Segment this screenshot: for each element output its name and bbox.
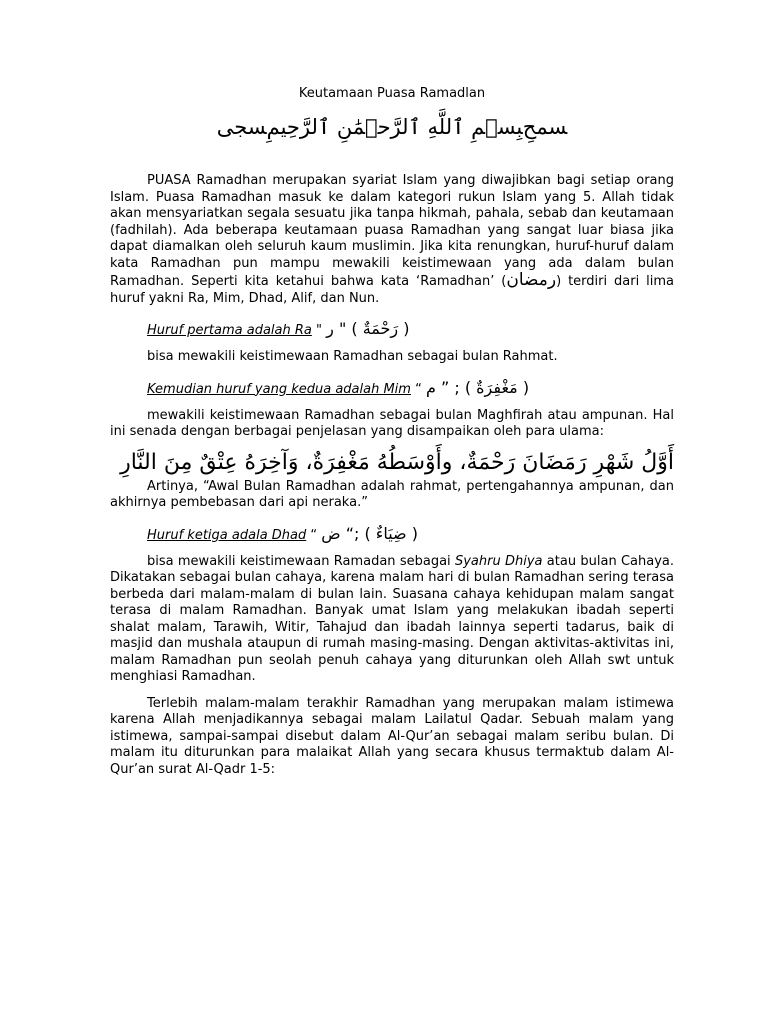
hadith-translation: Artinya, “Awal Bulan Ramadhan adalah rahmat, pertengahannya ampunan, dan akhirnya pembebasan dari api neraka.” xyxy=(110,478,674,510)
heading-dhad-arabic: ( ضِيَاءٌ ) ;“ ض xyxy=(321,523,418,543)
heading-mim-quote: “ xyxy=(410,381,426,397)
document-page xyxy=(110,86,674,778)
heading-mim xyxy=(147,376,674,400)
intro-text-before: PUASA Ramadhan merupakan syariat Islam yang diwajibkan bagi setiap orang Islam. Puasa Ramadhan masuk ke dalam kategori rukun Islam yang 5. Allah tidak akan mensyariatkan segala sesuatu jika tanpa hikmah, pahala, sebab dan keutamaan (fadhilah). Ada beberapa keutamaan puasa Ramadhan yang sangat luar biasa jika dapat diamalkan oleh seluruh kaum muslimin. Jika kita renungkan, huruf-huruf dalam kata Ramadhan pun mampu mewakili keistimewaan yang ada dalam bulan Ramadhan. Seperti kita ketahui bahwa kata ‘Ramadhan’ ( xyxy=(110,173,674,289)
heading-ra-arabic: ( رَحْمَةٌ ) " ر xyxy=(326,319,410,338)
heading-ra-label: Huruf pertama adalah Ra xyxy=(147,323,312,338)
heading-mim-label: Kemudian huruf yang kedua adalah Mim xyxy=(147,381,411,397)
heading-mim-arabic: ( مَغْفِرَةٌ ) ; ” م xyxy=(425,377,530,397)
basmalah-text: ﺴﻤﺢِﺒِﺴۡﻢِ ٱللَّهِ ٱلرَّحۡمَٰنِ ٱلرَّحِيمِﺴﺠﻰ xyxy=(216,115,568,139)
dhad-text-before: bisa mewakili keistimewaan Ramadan sebagai xyxy=(147,553,455,569)
heading-dhad-quote: “ xyxy=(306,527,322,543)
dhad-paragraph xyxy=(110,554,674,686)
heading-ra-quote: " xyxy=(311,323,327,338)
dhad-text-after: atau bulan Cahaya. Dikatakan sebagai bulan cahaya, karena malam hari di bulan Ramadhan sering terasa berbeda dari malam-malam di bulan lain. Suasana cahaya kehidupan malam sangat terasa di malam Ramadhan. Banyak umat Islam yang melakukan ibadah seperti shalat malam, Tarawih, Witir, Tahajud dan ibadah lainnya seperti tadarus, baik di masjid dan mushala ataupun di rumah masing-masing. Dengan aktivitas-aktivitas ini, malam Ramadhan pun seolah penuh cahaya yang diturunkan oleh Allah swt untuk menghiasi Ramadhan. xyxy=(110,553,675,684)
heading-dhad-label: Huruf ketiga adala Dhad xyxy=(147,527,307,543)
mim-paragraph: mewakili keistimewaan Ramadhan sebagai bulan Maghfirah atau ampunan. Hal ini senada dengan berbagai penjelasan yang disampaikan oleh para ulama: xyxy=(110,407,674,439)
ra-paragraph: bisa mewakili keistimewaan Ramadhan sebagai bulan Rahmat. xyxy=(147,349,558,364)
document-title: Keutamaan Puasa Ramadlan xyxy=(298,86,486,101)
dhad-text-italic: Syahru Dhiya xyxy=(454,553,543,569)
heading-dhad xyxy=(147,522,674,546)
intro-paragraph xyxy=(110,173,674,307)
lailatul-qadar-paragraph: Terlebih malam-malam terakhir Ramadhan yang merupakan malam istimewa karena Allah menjadikannya sebagai malam Lailatul Qadar. Sebuah malam yang istimewa, sampai-sampai disebut dalam Al-Qur’an sebagai malam seribu bulan. Di malam itu diturunkan para malaikat Allah yang secara khusus termaktub dalam Al-Qur’an surat Al-Qadr 1-5: xyxy=(110,695,674,777)
heading-ra xyxy=(147,317,674,341)
intro-text-after: ) terdiri dari lima huruf yakni Ra, Mim, Dhad, Alif, dan Nun. xyxy=(110,274,674,306)
hadith-arabic: أَوَّلُ شَهْرِ رَمَضَانَ رَحْمَةٌ، وأَوْسَطُهُ مَغْفِرَةٌ، وَآخِرَهُ عِتْقٌ مِنَ النَّارِ xyxy=(120,449,674,475)
ramadhan-arabic-word: رمضان xyxy=(506,270,557,290)
